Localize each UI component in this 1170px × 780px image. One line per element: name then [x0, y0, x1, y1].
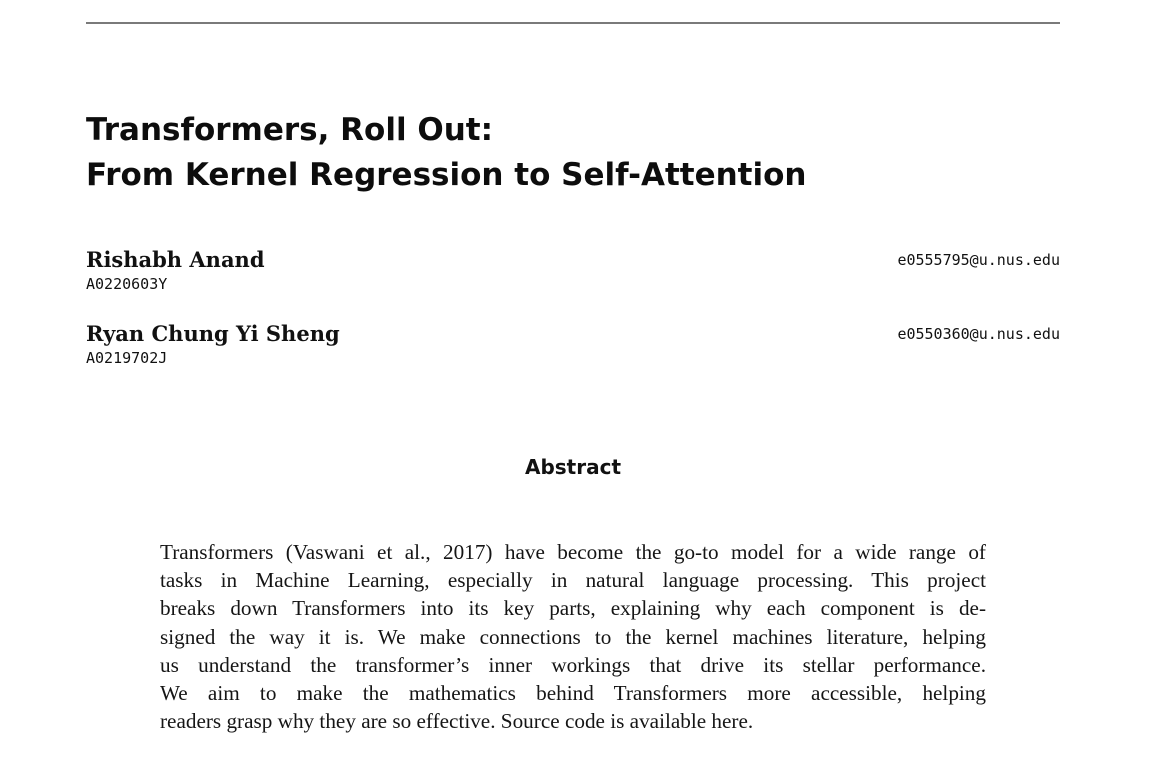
author-block-1 [86, 247, 1060, 295]
abstract-line: signed the way it is. We make connections to the kernel machines literature, helping [160, 624, 986, 649]
abstract-line: breaks down Transformers into its key parts, explaining why each component is de- [160, 596, 986, 621]
author-name: Ryan Chung Yi Sheng [86, 321, 340, 346]
abstract-line: Transformers (Vaswani et al., 2017) have become the go-to model for a wide range of [160, 540, 986, 564]
author-email[interactable]: e0555795@u.nus.edu [897, 251, 1060, 269]
abstract-line: We aim to make the mathematics behind Transformers more accessible, helping [160, 681, 986, 706]
abstract-heading: Abstract [524, 455, 622, 479]
abstract-line: readers grasp why they are so effective. Source code is available here. [160, 709, 754, 734]
author-student-id: A0220603Y [86, 275, 168, 293]
author-name: Rishabh Anand [86, 247, 265, 272]
abstract-line: tasks in Machine Learning, especially in natural language processing. This project [160, 568, 986, 593]
author-block-2 [86, 321, 1060, 369]
paper-title [86, 108, 807, 198]
author-email[interactable]: e0550360@u.nus.edu [897, 325, 1060, 343]
abstract-line: us understand the transformer’s inner workings that drive its stellar performance. [160, 652, 986, 677]
author-student-id: A0219702J [86, 349, 168, 367]
top-horizontal-rule [86, 22, 1060, 24]
abstract-body [160, 538, 986, 735]
paper-title-line-2: From Kernel Regression to Self-Attention [86, 157, 807, 193]
paper-title-line-1: Transformers, Roll Out: [86, 112, 494, 148]
